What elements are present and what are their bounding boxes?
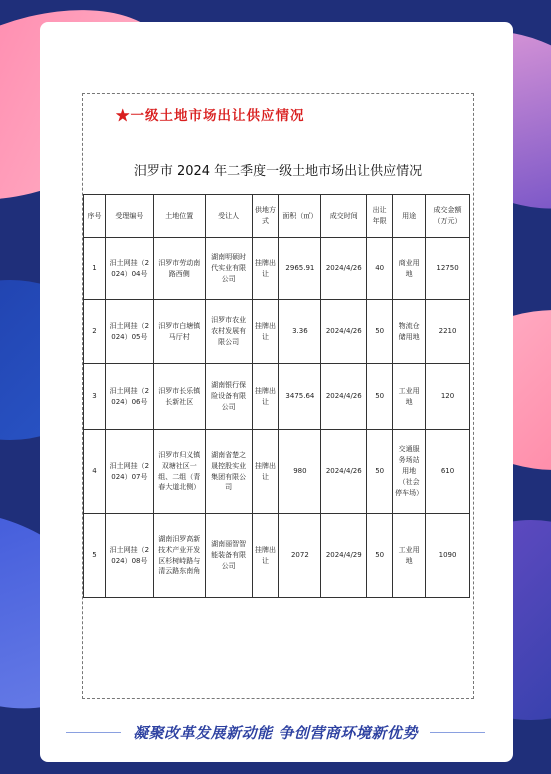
cell-term: 50: [367, 514, 393, 598]
cell-amount: 1090: [426, 514, 470, 598]
cell-area: 2965.91: [279, 238, 321, 300]
col-header-seq: 序号: [84, 195, 106, 238]
cell-location: 汨罗市归义镇双塘社区一组、二组（青春大道北侧）: [153, 430, 205, 514]
footer-slogan: 凝聚改革发展新动能 争创营商环境新优势: [133, 724, 418, 742]
land-supply-table: [83, 194, 470, 598]
cell-area: 3475.64: [279, 364, 321, 430]
cell-location: 汨罗市劳动南路西侧: [153, 238, 205, 300]
cell-date: 2024/4/26: [321, 364, 367, 430]
col-header-method: 供地方式: [252, 195, 279, 238]
cell-method: 挂牌出让: [252, 238, 279, 300]
cell-amount: 12750: [426, 238, 470, 300]
col-header-usage: 用途: [393, 195, 426, 238]
cell-assignee: 湖南明硕时代实业有限公司: [205, 238, 252, 300]
cell-date: 2024/4/26: [321, 238, 367, 300]
cell-method: 挂牌出让: [252, 364, 279, 430]
cell-usage: 工业用地: [393, 364, 426, 430]
cell-assignee: 汨罗市农业农村发展有限公司: [205, 300, 252, 364]
section-heading: ★一级土地市场出让供应情况: [116, 108, 305, 124]
table-row: [84, 300, 470, 364]
cell-method: 挂牌出让: [252, 514, 279, 598]
cell-term: 50: [367, 300, 393, 364]
cell-usage: 物流仓储用地: [393, 300, 426, 364]
cell-amount: 2210: [426, 300, 470, 364]
cell-usage: 商业用地: [393, 238, 426, 300]
col-header-location: 土地位置: [153, 195, 205, 238]
table-row: [84, 364, 470, 430]
cell-assignee: 湖南银行保险设备有限公司: [205, 364, 252, 430]
cell-area: 3.36: [279, 300, 321, 364]
cell-location: 湖南汨罗高新技术产业开发区杉树峙路与清云路东南角: [153, 514, 205, 598]
cell-term: 50: [367, 364, 393, 430]
cell-date: 2024/4/26: [321, 430, 367, 514]
cell-method: 挂牌出让: [252, 430, 279, 514]
cell-seq: 4: [84, 430, 106, 514]
col-header-term: 出让年限: [367, 195, 393, 238]
cell-area: 2072: [279, 514, 321, 598]
cell-usage: 工业用地: [393, 514, 426, 598]
cell-term: 50: [367, 430, 393, 514]
cell-amount: 610: [426, 430, 470, 514]
footer: [0, 722, 551, 743]
cell-seq: 3: [84, 364, 106, 430]
cell-area: 980: [279, 430, 321, 514]
cell-location: 汨罗市白塘镇马厅村: [153, 300, 205, 364]
col-header-assignee: 受让人: [205, 195, 252, 238]
cell-term: 40: [367, 238, 393, 300]
table-row: [84, 514, 470, 598]
cell-date: 2024/4/29: [321, 514, 367, 598]
cell-method: 挂牌出让: [252, 300, 279, 364]
cell-assignee: 湖南丽智智能装备有限公司: [205, 514, 252, 598]
cell-usage: 交通服务场站用地（社会停车场）: [393, 430, 426, 514]
cell-seq: 1: [84, 238, 106, 300]
cell-number: 汨土网挂（2024）08号: [105, 514, 153, 598]
cell-number: 汨土网挂（2024）06号: [105, 364, 153, 430]
cell-number: 汨土网挂（2024）04号: [105, 238, 153, 300]
table-title: 汨罗市 2024 年二季度一级土地市场出让供应情况: [133, 164, 423, 179]
cell-number: 汨土网挂（2024）05号: [105, 300, 153, 364]
col-header-date: 成交时间: [321, 195, 367, 238]
col-header-number: 受理编号: [105, 195, 153, 238]
table-row: [84, 238, 470, 300]
table-header-row: [84, 195, 470, 238]
cell-date: 2024/4/26: [321, 300, 367, 364]
cell-assignee: 湖南省楚之晟控股实业集团有限公司: [205, 430, 252, 514]
table-row: [84, 430, 470, 514]
cell-seq: 2: [84, 300, 106, 364]
cell-seq: 5: [84, 514, 106, 598]
col-header-area: 面积（㎡）: [279, 195, 321, 238]
footer-rule-right: [430, 732, 485, 733]
cell-amount: 120: [426, 364, 470, 430]
cell-number: 汨土网挂（2024）07号: [105, 430, 153, 514]
footer-rule-left: [66, 732, 121, 733]
cell-location: 汨罗市长乐镇长新社区: [153, 364, 205, 430]
col-header-amount: 成交金额（万元）: [426, 195, 470, 238]
